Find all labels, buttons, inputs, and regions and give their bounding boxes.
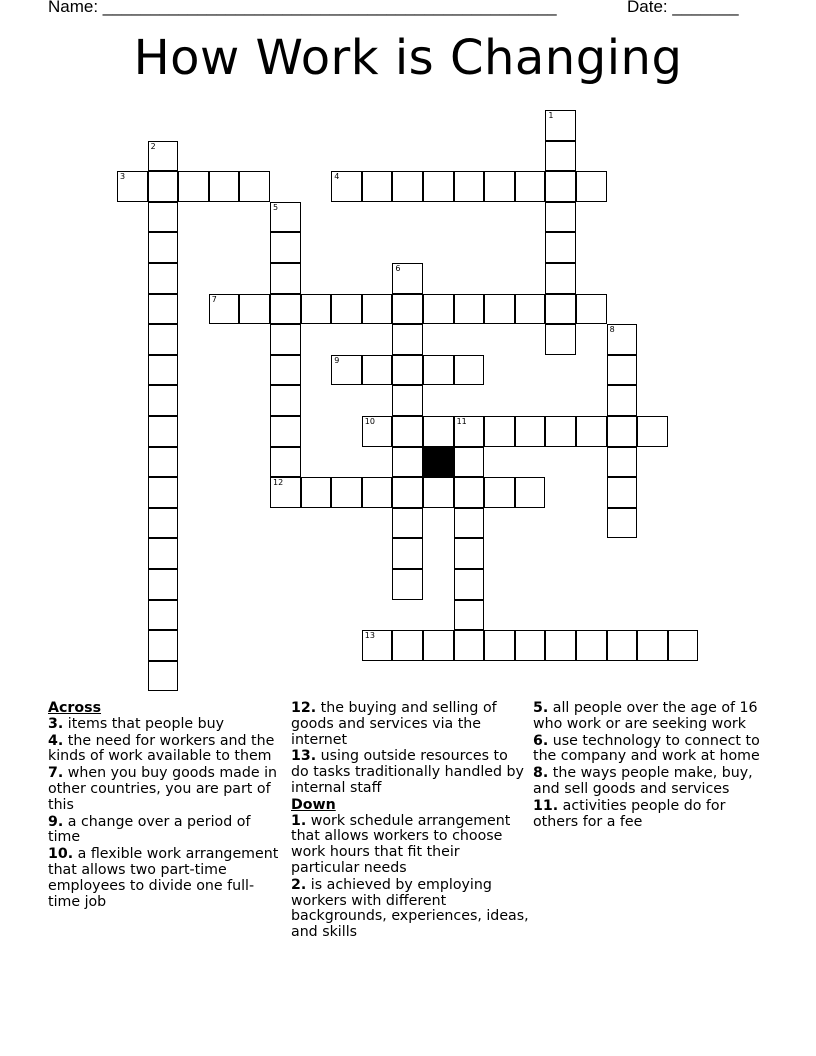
- crossword-cell[interactable]: [576, 630, 607, 661]
- crossword-cell[interactable]: [148, 141, 179, 172]
- crossword-cell[interactable]: [545, 232, 576, 263]
- clue-number: 4.: [48, 732, 64, 749]
- crossword-cell[interactable]: [454, 538, 485, 569]
- across-heading: Across: [48, 700, 102, 716]
- crossword-cell[interactable]: [148, 263, 179, 294]
- crossword-cell[interactable]: [148, 324, 179, 355]
- crossword-cell[interactable]: [454, 447, 485, 478]
- crossword-cell[interactable]: [392, 538, 423, 569]
- clue-number-label: 11: [456, 417, 467, 426]
- crossword-cell[interactable]: [515, 477, 546, 508]
- crossword-cell[interactable]: [607, 508, 638, 539]
- clue-number: 10.: [48, 846, 74, 863]
- clue-column-3: [533, 701, 771, 831]
- crossword-cell[interactable]: [148, 600, 179, 631]
- crossword-cell[interactable]: [270, 385, 301, 416]
- name-field: Name: ________________________________________________: [48, 0, 557, 16]
- crossword-cell[interactable]: [392, 416, 423, 447]
- clue-number-label: 1: [548, 111, 554, 120]
- crossword-cell[interactable]: [392, 447, 423, 478]
- clue-number-label: 13: [364, 631, 375, 641]
- crossword-cell[interactable]: [392, 385, 423, 416]
- clue-number: 9.: [48, 813, 64, 830]
- crossword-cell[interactable]: [454, 569, 485, 600]
- crossword-cell[interactable]: [392, 630, 423, 661]
- crossword-cell[interactable]: [209, 171, 240, 202]
- crossword-black-square: [423, 447, 454, 478]
- crossword-cell[interactable]: [270, 324, 301, 355]
- crossword-cell[interactable]: [362, 630, 393, 661]
- crossword-cell[interactable]: [331, 355, 362, 386]
- page-title: How Work is Changing: [133, 30, 683, 86]
- clue-number-label: 5: [273, 202, 279, 212]
- crossword-cell[interactable]: [484, 171, 515, 202]
- crossword-cell[interactable]: [423, 630, 454, 661]
- crossword-cell[interactable]: [301, 294, 332, 325]
- crossword-cell[interactable]: [392, 171, 423, 202]
- clue-number-label: 3: [120, 172, 126, 182]
- crossword-cell[interactable]: [148, 171, 179, 202]
- crossword-cell[interactable]: [545, 324, 576, 355]
- crossword-cell[interactable]: [607, 355, 638, 386]
- crossword-cell[interactable]: [148, 447, 179, 478]
- clue-number: 6.: [533, 732, 549, 749]
- clue-column-1: [48, 701, 286, 911]
- crossword-cell[interactable]: [270, 294, 301, 325]
- clue-text: a flexible work arrangement that allows two part-time employees to divide one full-time job: [48, 846, 279, 910]
- crossword-cell[interactable]: [148, 416, 179, 447]
- clue-text: the need for workers and the kinds of work available to them: [48, 732, 275, 765]
- crossword-cell[interactable]: [637, 630, 668, 661]
- clue-item: [291, 701, 529, 748]
- crossword-cell[interactable]: [423, 355, 454, 386]
- crossword-cell[interactable]: [148, 508, 179, 539]
- crossword-cell[interactable]: [423, 416, 454, 447]
- crossword-cell[interactable]: [392, 569, 423, 600]
- crossword-cell[interactable]: [454, 416, 485, 447]
- clue-item: [533, 701, 771, 733]
- crossword-cell[interactable]: [270, 447, 301, 478]
- clue-item: [291, 878, 529, 941]
- clue-item: [533, 766, 771, 798]
- clue-number: 3.: [48, 715, 64, 732]
- crossword-cell[interactable]: [148, 355, 179, 386]
- clue-number: 1.: [291, 812, 307, 829]
- crossword-cell[interactable]: [392, 294, 423, 325]
- crossword-cell[interactable]: [331, 171, 362, 202]
- crossword-cell[interactable]: [454, 477, 485, 508]
- crossword-cell[interactable]: [668, 630, 699, 661]
- crossword-cell[interactable]: [392, 355, 423, 386]
- crossword-cell[interactable]: [270, 477, 301, 508]
- clue-item: [533, 799, 771, 831]
- crossword-cell[interactable]: [392, 508, 423, 539]
- crossword-cell[interactable]: [270, 416, 301, 447]
- clue-item: [48, 847, 286, 910]
- crossword-cell[interactable]: [637, 416, 668, 447]
- clue-text: use technology to connect to the company and work at home: [533, 732, 760, 765]
- crossword-cell[interactable]: [117, 171, 148, 202]
- crossword-cell[interactable]: [270, 232, 301, 263]
- clue-number: 2.: [291, 876, 307, 893]
- crossword-cell[interactable]: [576, 416, 607, 447]
- clue-number-label: 6: [395, 264, 401, 273]
- clue-number: 5.: [533, 700, 549, 716]
- clue-number-label: 4: [334, 172, 340, 182]
- crossword-cell[interactable]: [515, 416, 546, 447]
- crossword-cell[interactable]: [545, 110, 576, 141]
- crossword-cell[interactable]: [607, 416, 638, 447]
- crossword-cell[interactable]: [484, 630, 515, 661]
- crossword-cell[interactable]: [148, 385, 179, 416]
- crossword-cell[interactable]: [484, 416, 515, 447]
- crossword-cell[interactable]: [148, 232, 179, 263]
- date-field: Date: _______: [627, 0, 739, 16]
- crossword-cell[interactable]: [362, 171, 393, 202]
- crossword-cell[interactable]: [545, 202, 576, 233]
- clue-text: is achieved by employing workers with different backgrounds, experiences, ideas, and skills: [291, 876, 529, 941]
- clue-text: work schedule arrangement that allows workers to choose work hours that fit their particular needs: [291, 812, 511, 876]
- crossword-cell[interactable]: [515, 171, 546, 202]
- crossword-cell[interactable]: [454, 508, 485, 539]
- crossword-cell[interactable]: [607, 477, 638, 508]
- crossword-cell[interactable]: [454, 355, 485, 386]
- crossword-cell[interactable]: [545, 416, 576, 447]
- crossword-cell[interactable]: [515, 630, 546, 661]
- crossword-cell[interactable]: [454, 630, 485, 661]
- crossword-cell[interactable]: [270, 202, 301, 233]
- clue-number-label: 9: [334, 355, 340, 365]
- clue-item: [48, 815, 286, 847]
- crossword-cell[interactable]: [545, 141, 576, 172]
- clue-text: the ways people make, buy, and sell goods and services: [533, 765, 753, 797]
- clue-number: 8.: [533, 765, 549, 782]
- clue-column-2: [291, 701, 529, 942]
- clue-text: activities people do for others for a fee: [533, 797, 726, 830]
- crossword-cell[interactable]: [362, 477, 393, 508]
- clue-text: items that people buy: [63, 715, 225, 732]
- crossword-cell[interactable]: [362, 294, 393, 325]
- clue-number-label: 2: [150, 141, 156, 151]
- clue-number: 12.: [291, 700, 317, 716]
- crossword-cell[interactable]: [148, 477, 179, 508]
- crossword-cell[interactable]: [239, 294, 270, 325]
- crossword-cell[interactable]: [484, 477, 515, 508]
- clue-item: [48, 734, 286, 766]
- crossword-cell[interactable]: [545, 263, 576, 294]
- crossword-cell[interactable]: [148, 294, 179, 325]
- clue-number: 7.: [48, 765, 64, 782]
- crossword-cell[interactable]: [270, 263, 301, 294]
- crossword-cell[interactable]: [392, 324, 423, 355]
- crossword-cell[interactable]: [239, 171, 270, 202]
- clue-number: 11.: [533, 797, 559, 814]
- crossword-cell[interactable]: [607, 385, 638, 416]
- crossword-cell[interactable]: [392, 263, 423, 294]
- clue-text: a change over a period of time: [48, 813, 251, 846]
- crossword-cell[interactable]: [484, 294, 515, 325]
- crossword-cell[interactable]: [148, 661, 179, 692]
- crossword-cell[interactable]: [148, 569, 179, 600]
- crossword-cell[interactable]: [148, 538, 179, 569]
- crossword-cell[interactable]: [270, 355, 301, 386]
- crossword-cell[interactable]: [607, 324, 638, 355]
- clue-item: [291, 749, 529, 796]
- clue-item: [48, 766, 286, 813]
- crossword-cell[interactable]: [454, 600, 485, 631]
- crossword-cell[interactable]: [148, 630, 179, 661]
- down-heading: Down: [291, 796, 336, 813]
- crossword-cell[interactable]: [423, 477, 454, 508]
- crossword-cell[interactable]: [515, 294, 546, 325]
- crossword-cell[interactable]: [148, 202, 179, 233]
- crossword-cell[interactable]: [545, 171, 576, 202]
- clue-item: [533, 734, 771, 766]
- clue-text: all people over the age of 16 who work or are seeking work: [533, 700, 758, 732]
- crossword-cell[interactable]: [423, 171, 454, 202]
- clue-item: [48, 717, 286, 733]
- clue-number-label: 7: [211, 294, 217, 304]
- clue-number: 13.: [291, 748, 317, 765]
- clue-text: the buying and selling of goods and services via the internet: [291, 700, 497, 748]
- crossword-cell[interactable]: [362, 416, 393, 447]
- crossword-cell[interactable]: [178, 171, 209, 202]
- clue-item: [291, 814, 529, 877]
- crossword-cell[interactable]: [576, 171, 607, 202]
- crossword-cell[interactable]: [454, 294, 485, 325]
- crossword-cell[interactable]: [423, 294, 454, 325]
- crossword-cell[interactable]: [454, 171, 485, 202]
- crossword-cell[interactable]: [362, 355, 393, 386]
- crossword-cell[interactable]: [607, 630, 638, 661]
- clue-number-label: 10: [364, 417, 375, 426]
- clue-number-label: 8: [609, 325, 615, 335]
- crossword-cell[interactable]: [576, 294, 607, 325]
- crossword-cell[interactable]: [301, 477, 332, 508]
- crossword-cell[interactable]: [209, 294, 240, 325]
- crossword-cell[interactable]: [331, 294, 362, 325]
- clue-text: using outside resources to do tasks traditionally handled by internal staff: [291, 748, 524, 796]
- clue-text: when you buy goods made in other countries, you are part of this: [48, 765, 278, 813]
- crossword-cell[interactable]: [331, 477, 362, 508]
- crossword-cell[interactable]: [545, 630, 576, 661]
- clue-number-label: 12: [273, 478, 284, 488]
- crossword-cell[interactable]: [392, 477, 423, 508]
- crossword-cell[interactable]: [607, 447, 638, 478]
- crossword-cell[interactable]: [545, 294, 576, 325]
